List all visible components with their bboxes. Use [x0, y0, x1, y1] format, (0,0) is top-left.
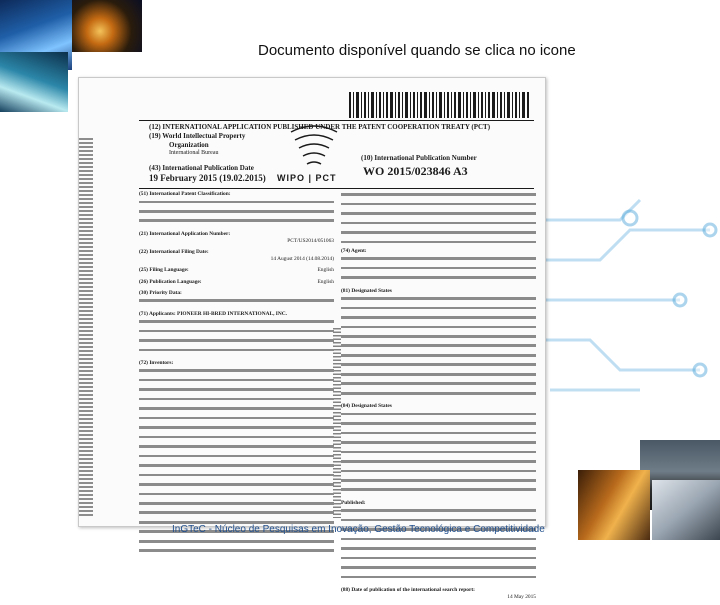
- field-agent: [341, 248, 536, 284]
- field-label: (25) Filing Language:: [139, 267, 189, 274]
- field-applicants: [139, 311, 334, 356]
- field-label: (51) International Patent Classification:: [139, 191, 231, 197]
- field-label: (71) Applicants: PIONEER HI-BRED INTERNATIONAL, INC.: [139, 310, 288, 317]
- field-designated-states-81: [341, 288, 536, 400]
- field-label: (72) Inventors:: [139, 359, 174, 366]
- top-rule: [139, 120, 534, 121]
- slide-footer: InGTeC - Núcleo de Pesquisas em Inovação, Gestão Tecnológica e Competitividade: [172, 524, 545, 535]
- slide-title: Documento disponível quando se clica no icone: [258, 42, 576, 59]
- field-publication-language: [139, 279, 334, 286]
- doc-header-line4: International Bureau: [169, 150, 219, 156]
- right-column: [341, 191, 536, 605]
- applicant-continuation: [341, 193, 536, 248]
- field-value: 14 May 2015: [507, 593, 536, 600]
- field-filing-date: [139, 249, 334, 263]
- decorative-photo-pipette: [0, 52, 68, 112]
- field-label: (84) Designated States: [341, 403, 392, 410]
- field-classification: [139, 191, 334, 227]
- left-column: [139, 191, 334, 561]
- decorative-photo-refinery: [72, 0, 142, 52]
- field-label: (26) Publication Language:: [139, 278, 202, 285]
- field-priority-data: [139, 290, 334, 307]
- decorative-photo-microscope: [652, 480, 720, 540]
- publication-number-label: (10) International Publication Number: [361, 154, 477, 162]
- field-search-report-date: [341, 587, 536, 601]
- scan-edge: [79, 138, 93, 518]
- field-label: (22) International Filing Date:: [139, 249, 209, 256]
- field-value: PCT/US2014/051063: [287, 237, 334, 244]
- field-label: (74) Agent:: [341, 247, 367, 254]
- field-value: 14 August 2014 (14.08.2014): [270, 256, 334, 263]
- field-designated-states-84: [341, 403, 536, 496]
- field-value: English: [317, 278, 334, 285]
- field-label: (21) International Application Number:: [139, 230, 231, 237]
- barcode-icon: [349, 92, 529, 118]
- field-published: [341, 500, 536, 583]
- doc-header-line3: Organization: [169, 141, 209, 149]
- doc-header-line2: (19) World Intellectual Property: [149, 132, 246, 140]
- decorative-photo-flasks: [578, 470, 650, 540]
- scan-margin: [333, 328, 341, 518]
- field-value: English: [317, 267, 334, 274]
- field-label: (88) Date of publication of the international search report:: [341, 586, 475, 593]
- field-label: (81) Designated States: [341, 287, 392, 294]
- field-label: Published:: [341, 499, 366, 506]
- wipo-pct-label: WIPO | PCT: [277, 173, 337, 183]
- publication-date-value: 19 February 2015 (19.02.2015): [149, 173, 266, 183]
- field-label: (30) Priority Data:: [139, 289, 182, 296]
- publication-number: WO 2015/023846 A3: [363, 164, 468, 178]
- header-rule: [139, 188, 534, 189]
- publication-date-label: (43) International Publication Date: [149, 164, 254, 172]
- doc-header-line1: (12) INTERNATIONAL APPLICATION PUBLISHED UNDER THE PATENT COOPERATION TREATY (PCT): [149, 123, 491, 131]
- field-filing-language: [139, 267, 334, 274]
- field-application-number: [139, 231, 334, 245]
